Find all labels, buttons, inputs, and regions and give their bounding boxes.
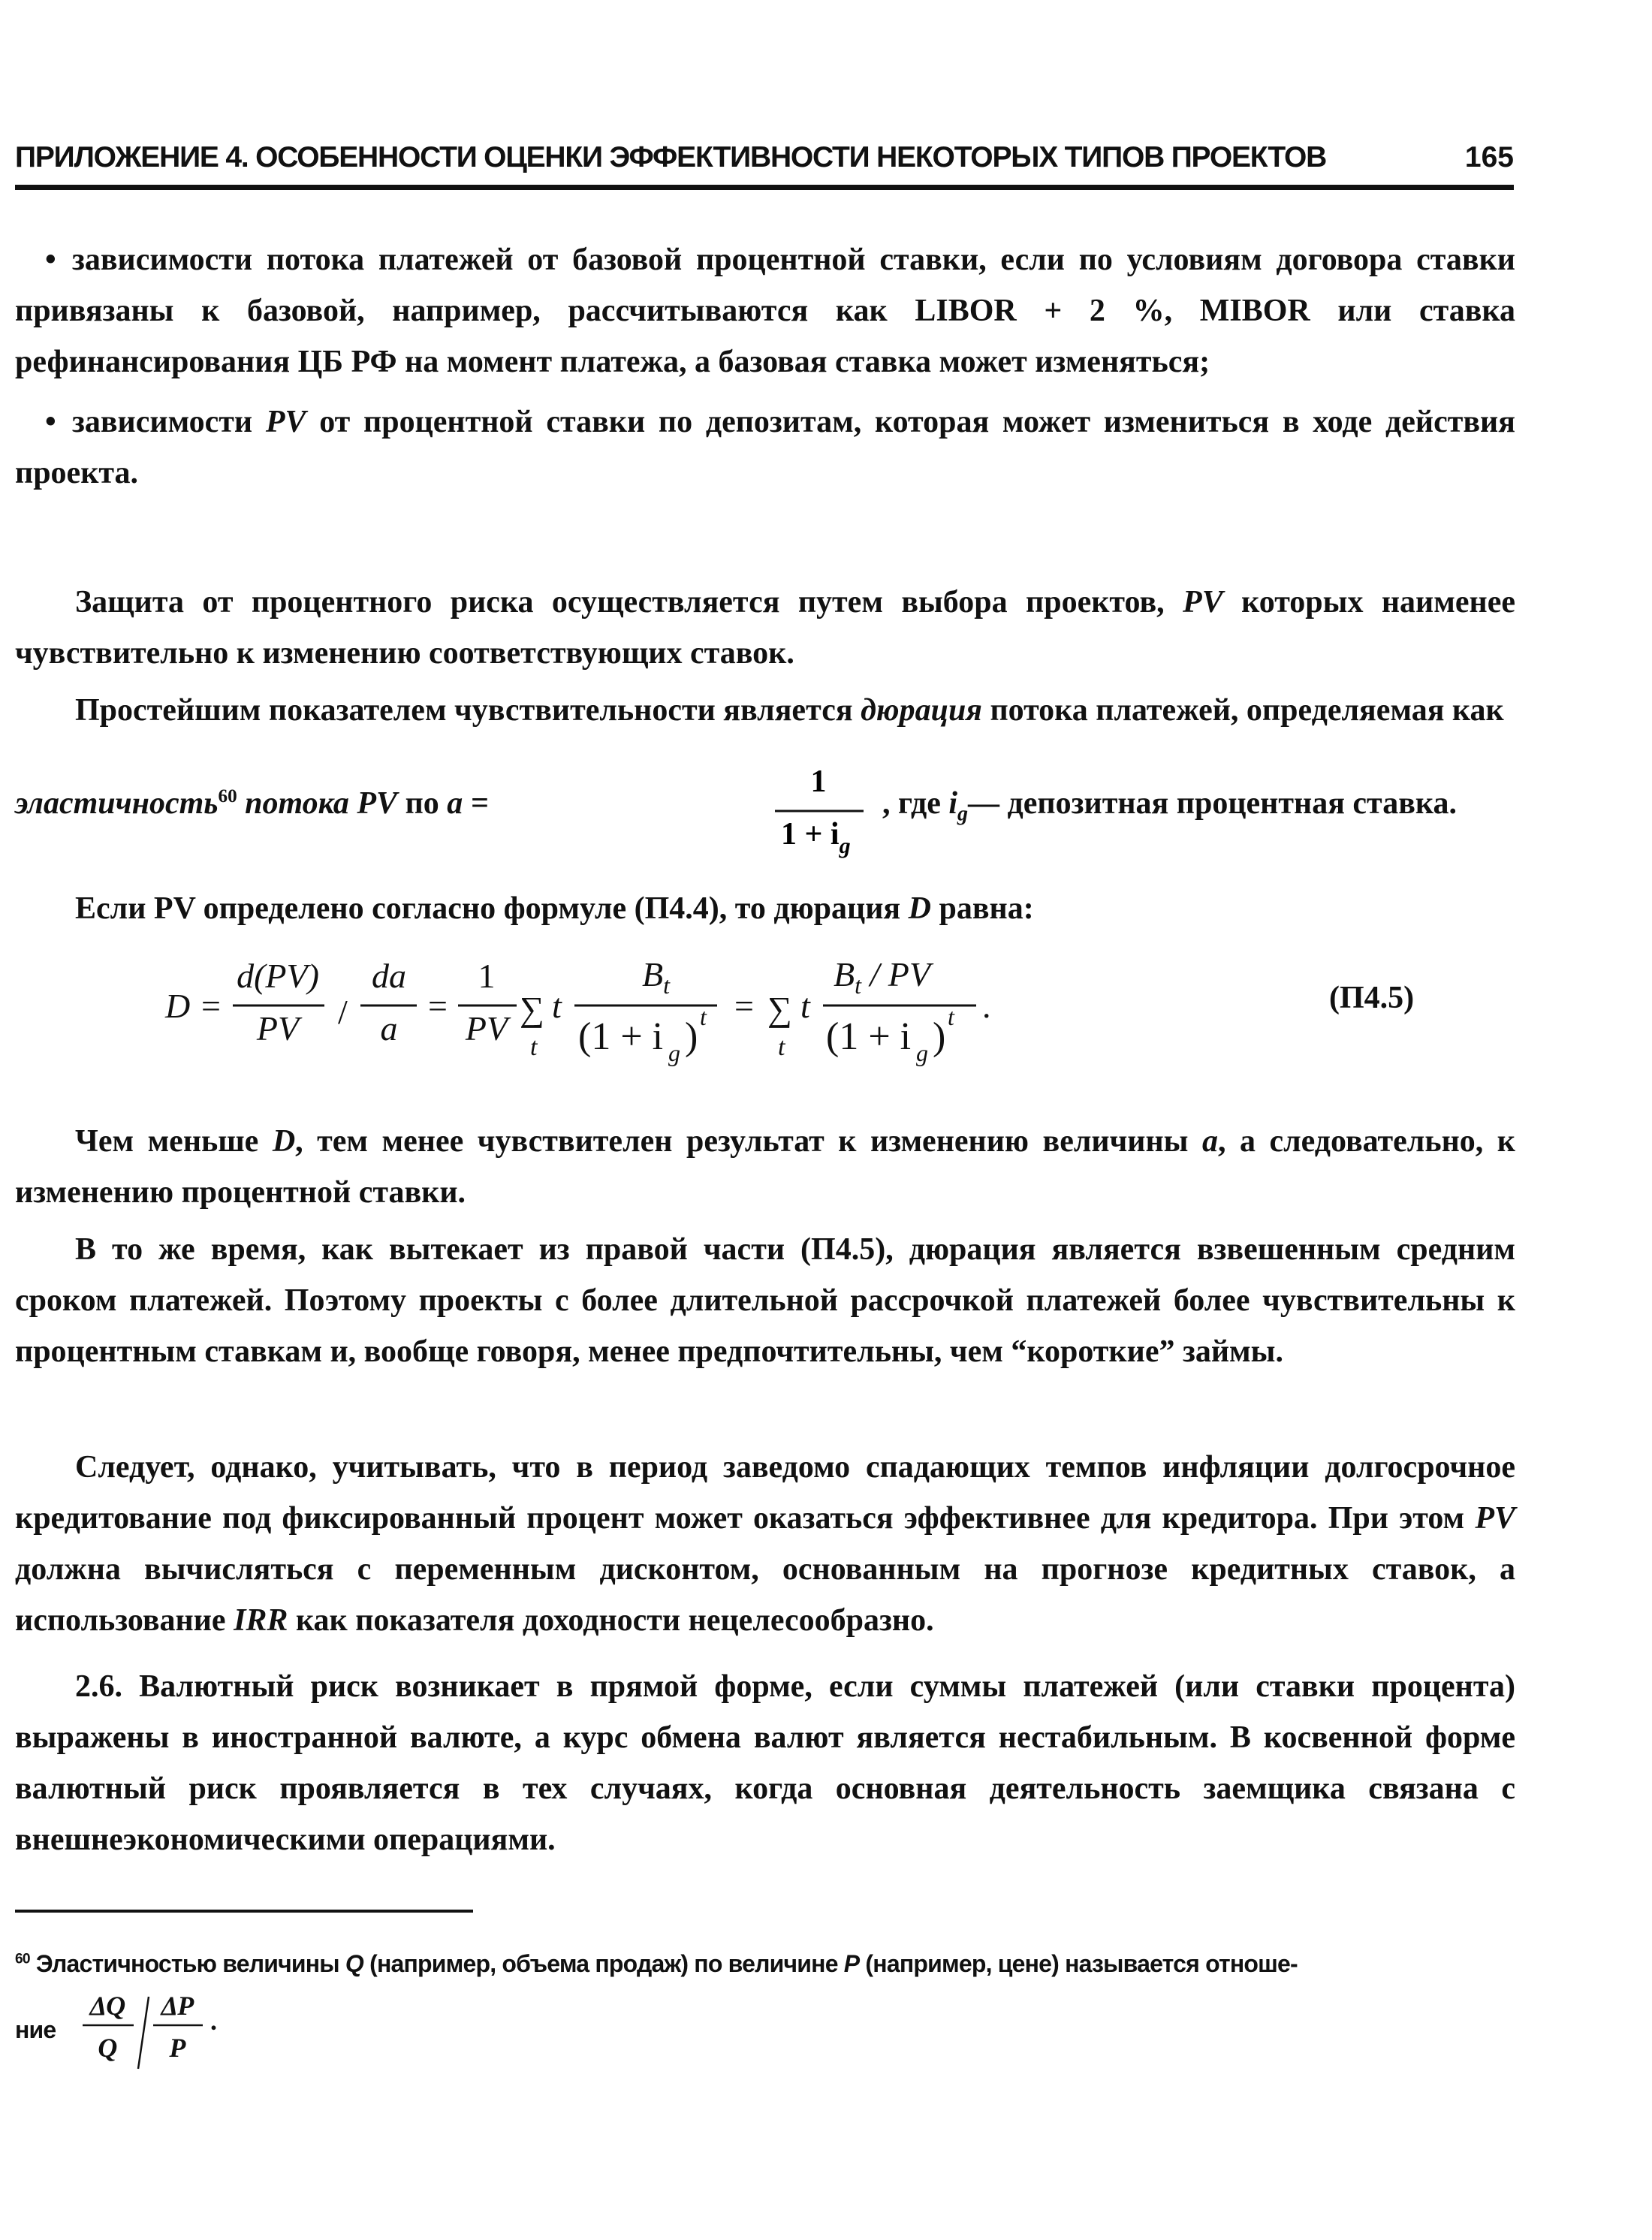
formula-den-a: a [380,1009,398,1048]
pv-term: PV [1475,1501,1515,1536]
frac-num: 1 [810,764,827,799]
formula-slash: / [338,993,348,1031]
sum-symbol-2: ∑ [767,990,792,1028]
term-duration: дюрация [861,693,982,728]
para1-pre: Защита от процентного риска осуществляется путем выбора проектов, [75,585,1183,620]
footnote-line2: ние [15,2016,56,2043]
para2-post: потока платежей, определяемая как [981,693,1504,728]
pv-term: PV [1183,585,1223,620]
q-den: Q [98,2033,117,2063]
formula-eq3: = [734,987,754,1025]
equation-number: (П4.5) [1329,981,1415,1015]
paragraph-currency-risk [15,1661,1515,1865]
formula-den-close-2: ) [933,1015,946,1058]
para3-tail: равна: [931,891,1034,926]
footnote-pre: Эластичностью величины [29,1950,345,1977]
bullet-item-1 [15,234,1515,387]
formula-t2: t [800,987,810,1025]
a-fraction [758,760,879,873]
footnote-ref[interactable]: 60 [218,786,237,806]
bullet-item-2 [15,396,1515,499]
a-equals: a = [447,786,489,821]
q-symbol: Q [345,1950,364,1977]
formula-bt-pv: $B_t$ / PV [834,955,930,999]
bullet-icon: • [45,405,56,439]
ratio-slash [138,1997,149,2069]
footnote-mid: (например, объема продаж) по величине [363,1950,844,1977]
para1-post: которых наименее чувствительно к изменению соответствующих ставок. [15,585,1515,671]
ig-subscript: g [957,802,969,826]
frac-den: $1 + i_g$ [781,817,851,858]
irr-term: IRR [234,1603,288,1638]
formula-num-dpv: d(PV) [237,957,319,995]
p-den: P [169,2033,185,2063]
para4-mid: , тем менее чувствителен результат к изменению величины [295,1124,1202,1159]
bullet-text-1: зависимости потока платежей от базовой процентной ставки, если по условиям договора ставки привязаны к базовой, например, рассчитываются как LIBOR + 2 %, MIBOR или ставка рефинансирования ЦБ РФ на момент платежа, а базовая ставка может изменяться; [15,243,1515,379]
formula-den-pv2: PV [465,1009,508,1048]
formula-num-da: da [372,957,406,995]
paragraph-protection [15,577,1515,679]
sum-symbol-1: ∑ [520,990,544,1028]
para5-text: В то же время, как вытекает из правой части (П4.5), дюрация является взвешенным средним сроком платежей. Поэтому проекты с более длительной рассрочкой платежей более чувствительны к процентным ставкам и, вообще говоря, менее предпочтительны, чем “короткие” займы. [15,1232,1515,1369]
formula-eq1: = [201,987,221,1025]
sum-index-2: t [778,1033,785,1061]
sum-index-1: t [530,1033,538,1061]
bullet-text-2b: от процентной ставки по депозитам, которая может измениться в ходе действия проекта. [15,405,1515,490]
formula-den-close-1: ) [685,1015,698,1058]
para2-tail: — депозитная процентная ставка. [968,786,1457,821]
header-rule [15,185,1514,190]
d-symbol: D [272,1124,296,1159]
page-number: 165 [1464,141,1514,173]
paragraph-if-pv [15,883,1515,934]
p-symbol: P [843,1950,860,1977]
formula-den-1: (1 + i [578,1015,664,1058]
footnote-rule [15,1910,473,1913]
para4-pre: Чем меньше [75,1124,273,1159]
para6-post: как показателя доходности нецелесообразно. [288,1603,934,1638]
para3-text: Если PV определено согласно формуле (П4.4), то дюрация [75,891,909,926]
header-title: ПРИЛОЖЕНИЕ 4. ОСОБЕННОСТИ ОЦЕНКИ ЭФФЕКТИВНОСТИ НЕКОТОРЫХ ТИПОВ ПРОЕКТОВ [15,141,1327,173]
term-pv-flow: потока PV [237,786,398,821]
paragraph-inflation [15,1442,1515,1646]
paragraph-weighted-term [15,1224,1515,1377]
formula-den-exp-1: t [700,1003,707,1030]
formula-one: 1 [478,957,496,995]
ig-symbol: i [948,786,958,821]
para2-after: , где [882,786,949,821]
para6-pre: Следует, однако, учитывать, что в период заведомо спадающих темпов инфляции долгосрочное кредитование под фиксированный процент может оказаться эффективнее для кредитора. При этом [15,1450,1515,1536]
a-symbol: a [1201,1124,1218,1159]
paragraph-duration-line1 [15,685,1515,736]
para2-mid: по [397,786,448,821]
formula-t1: t [552,987,562,1025]
formula-den-pv: PV [256,1009,300,1048]
formula-bt: $B_t$ [642,955,670,999]
duration-formula [150,942,1277,1093]
formula-dot: . [982,987,991,1025]
footnote-post: (например, цене) называется отноше- [859,1950,1298,1977]
para6-mid: должна вычисляться с переменным дисконтом, основанным на прогнозе кредитных ставок, а использование [15,1552,1515,1638]
footnote-dot: . [210,2006,217,2036]
term-elasticity: эластичность [15,786,219,821]
bullet-list [15,234,1515,499]
formula-den-sub-2: g [916,1039,928,1066]
para7-text: 2.6. Валютный риск возникает в прямой форме, если суммы платежей (или ставки процента) выражены в иностранной валюте, а курс обмена валют является нестабильным. В косвенной форме валютный риск проявляется в тех случаях, когда основная деятельность заемщика связана с внешнеэкономическими операциями. [15,1669,1515,1857]
delta-p: ΔP [161,1991,194,2021]
bullet-icon: • [45,243,56,277]
bullet-text-2a: зависимости [72,405,266,439]
formula-den-2: (1 + i [826,1015,912,1058]
footnote-60 [15,1941,1515,2076]
elasticity-ratio [74,1986,239,2076]
paragraph-less-d [15,1116,1515,1218]
d-symbol: D [908,891,932,926]
formula-den-sub-1: g [668,1039,680,1066]
formula-den-exp-2: t [948,1003,954,1030]
para4-post: , а следовательно, к изменению процентной ставки. [15,1124,1515,1210]
delta-q: ΔQ [89,1991,125,2021]
paragraph-duration-line2 [15,760,1515,873]
running-header [15,141,1514,174]
para2-pre: Простейшим показателем чувствительности является [75,693,861,728]
formula-d: D [165,987,191,1025]
footnote-number: 60 [15,1951,30,1967]
formula-eq2: = [428,987,448,1025]
pv-term: PV [265,405,306,439]
